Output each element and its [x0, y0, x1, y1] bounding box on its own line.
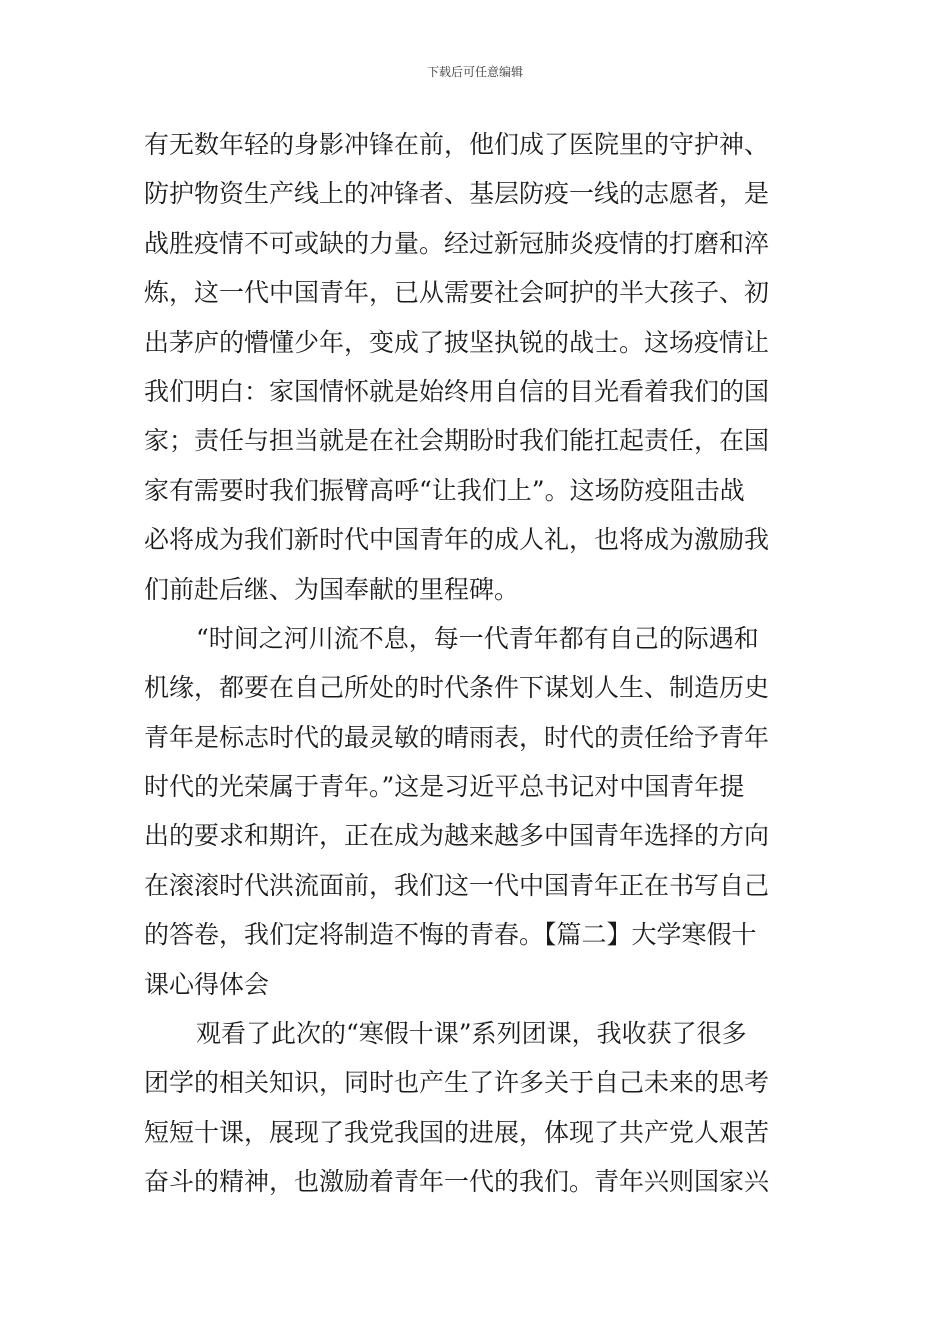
text-line: 防护物资生产线上的冲锋者、基层防疫一线的志愿者，是: [144, 179, 770, 209]
paragraph-start-line: 观看了此次的“寒假十课”系列团课，我收获了很多: [196, 1019, 747, 1049]
text-line: 出茅庐的懵懂少年，变成了披坚执锐的战士。这场疫情让: [144, 327, 770, 357]
text-line: 必将成为我们新时代中国青年的成人礼，也将成为激励我: [144, 525, 770, 555]
text-line: 有无数年轻的身影冲锋在前，他们成了医院里的守护神、: [144, 130, 770, 159]
section-heading-line: 课心得体会: [144, 969, 270, 999]
text-line: 时代的光荣属于青年。”这是习近平总书记对中国青年提: [144, 772, 745, 802]
text-line: 青年是标志时代的最灵敏的晴雨表，时代的责任给予青年: [144, 722, 770, 752]
text-line: 炼，这一代中国青年，已从需要社会呵护的半大孩子、初: [144, 278, 770, 308]
text-line: 出的要求和期许，正在成为越来越多中国青年选择的方向: [144, 821, 770, 851]
text-line: 们前赴后继、为国奉献的里程碑。: [144, 574, 520, 604]
text-line: 短短十课，展现了我党我国的进展，体现了共产党人艰苦: [144, 1117, 770, 1147]
text-line: 家；责任与担当就是在社会期盼时我们能扛起责任，在国: [144, 426, 770, 456]
text-line: 家有需要时我们振臂高呼“让我们上”。这场防疫阻击战: [144, 475, 745, 505]
text-line: 团学的相关知识，同时也产生了许多关于自己未来的思考: [144, 1068, 770, 1098]
text-line: 我们明白：家国情怀就是始终用自信的目光看着我们的国: [144, 376, 770, 406]
text-line: 的答卷，我们定将制造不悔的青春。【篇二】大学寒假十: [144, 920, 757, 950]
page-header: 下载后可任意编辑: [426, 65, 523, 79]
text-line: 机缘，都要在自己所处的时代条件下谋划人生、制造历史: [144, 673, 770, 703]
paragraph-start-line: “时间之河川流不息，每一代青年都有自己的际遇和: [196, 623, 759, 653]
text-line: 奋斗的精神，也激励着青年一代的我们。青年兴则国家兴: [144, 1167, 770, 1197]
text-line: 战胜疫情不可或缺的力量。经过新冠肺炎疫情的打磨和淬: [144, 228, 770, 258]
text-line: 在滚滚时代洪流面前，我们这一代中国青年正在书写自己: [144, 870, 770, 900]
document-body: [144, 120, 814, 1207]
